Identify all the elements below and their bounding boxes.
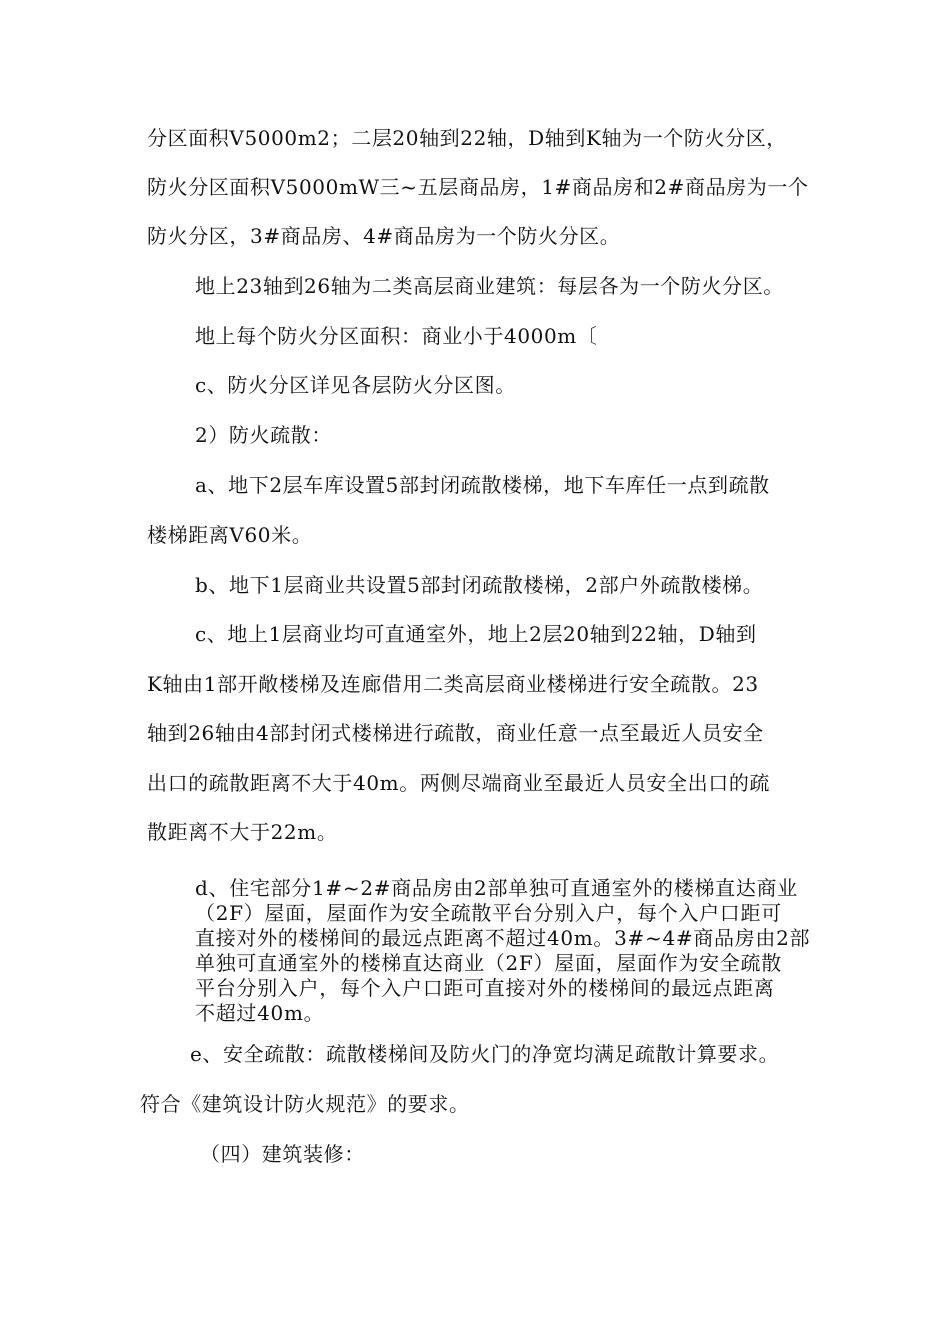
text-line: 单独可直通室外的楼梯直达商业（2F）屋面，屋面作为安全疏散 — [195, 951, 782, 975]
text-line: c、地上1层商业均可直通室外，地上2层20轴到22轴，D轴到 — [195, 622, 757, 646]
text-line: 散距离不大于22m。 — [147, 820, 338, 844]
text-line: 地上每个防火分区面积：商业小于4000m〔 — [195, 324, 598, 348]
text-line: （2F）屋面，屋面作为安全疏散平台分别入户，每个入户口距可 — [195, 901, 782, 925]
text-line: 防火分区，3#商品房、4#商品房为一个防火分区。 — [147, 224, 621, 248]
text-line: 地上23轴到26轴为二类高层商业建筑：每层各为一个防火分区。 — [195, 274, 784, 298]
text-line: b、地下1层商业共设置5部封闭疏散楼梯，2部户外疏散楼梯。 — [195, 573, 764, 597]
text-line: 直接对外的楼梯间的最远点距离不超过40m。3#~4#商品房由2部 — [195, 926, 811, 950]
text-line: d、住宅部分1#~2#商品房由2部单独可直通室外的楼梯直达商业 — [195, 876, 798, 900]
text-line: 2）防火疏散： — [195, 423, 332, 447]
text-line: 楼梯距离V60米。 — [147, 523, 313, 547]
text-line: 平台分别入户，每个入户口距可直接对外的楼梯间的最远点距离 — [195, 976, 775, 1000]
text-line: a、地下2层车库设置5部封闭疏散楼梯，地下车库任一点到疏散 — [195, 473, 770, 497]
text-line: 分区面积V5000m2；二层20轴到22轴，D轴到K轴为一个防火分区， — [147, 126, 787, 150]
text-line: K轴由1部开敞楼梯及连廊借用二类高层商业楼梯进行安全疏散。23 — [147, 672, 759, 696]
text-line: 不超过40m。 — [195, 1001, 325, 1025]
text-line: 轴到26轴由4部封闭式楼梯进行疏散，商业任意一点至最近人员安全 — [147, 721, 764, 745]
text-line: 符合《建筑设计防火规范》的要求。 — [140, 1092, 470, 1116]
text-line: 出口的疏散距离不大于40m。两侧尽端商业至最近人员安全出口的疏 — [147, 771, 771, 795]
text-line: c、防火分区详见各层防火分区图。 — [195, 373, 516, 397]
section-heading: （四）建筑装修： — [200, 1142, 365, 1166]
text-line: e、安全疏散：疏散楼梯间及防火门的净宽均满足疏散计算要求。 — [190, 1042, 780, 1066]
text-line: 防火分区面积V5000mW三~五层商品房，1#商品房和2#商品房为一个 — [147, 175, 809, 199]
